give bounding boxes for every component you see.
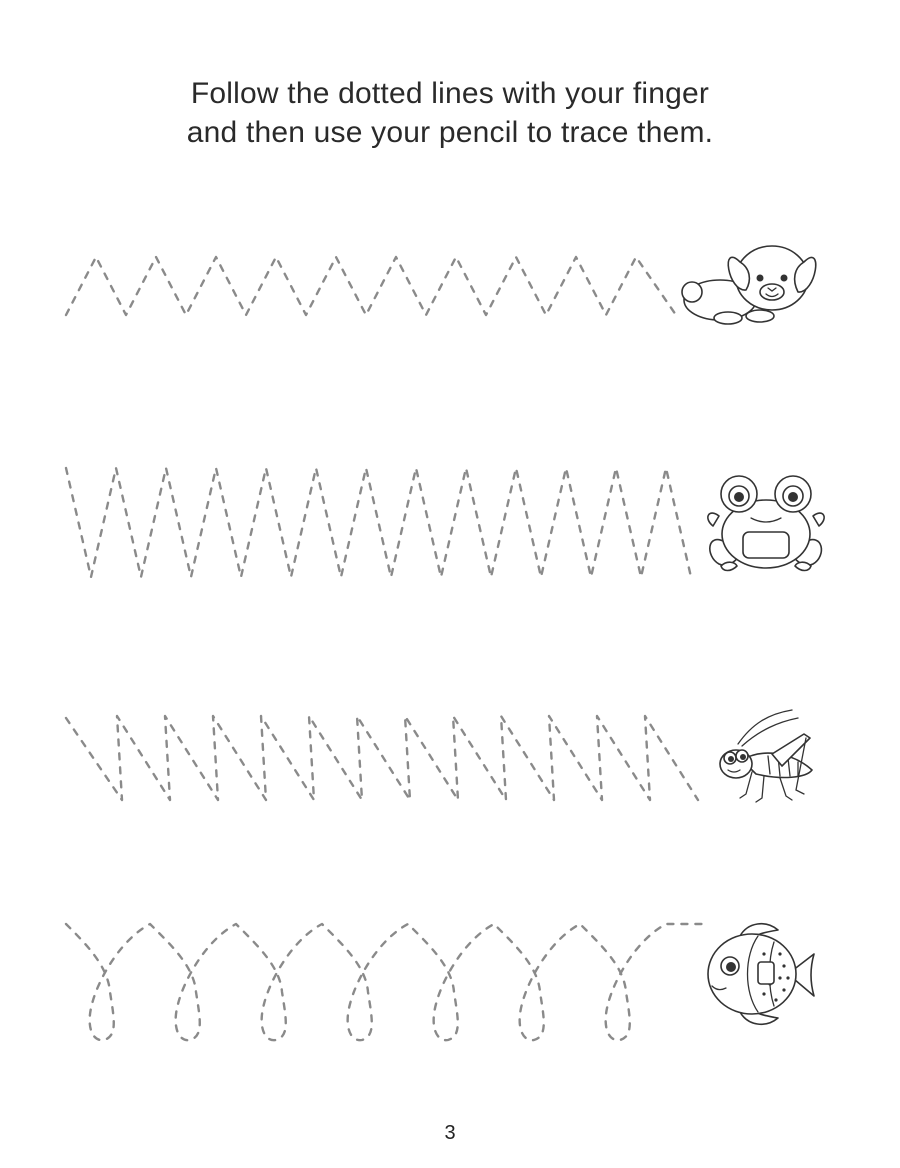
page-number: 3 (444, 1122, 456, 1144)
instruction-line-2: and then use your pencil to trace them. (186, 116, 714, 149)
instruction-line-1: Follow the dotted lines with your finger (190, 77, 710, 110)
